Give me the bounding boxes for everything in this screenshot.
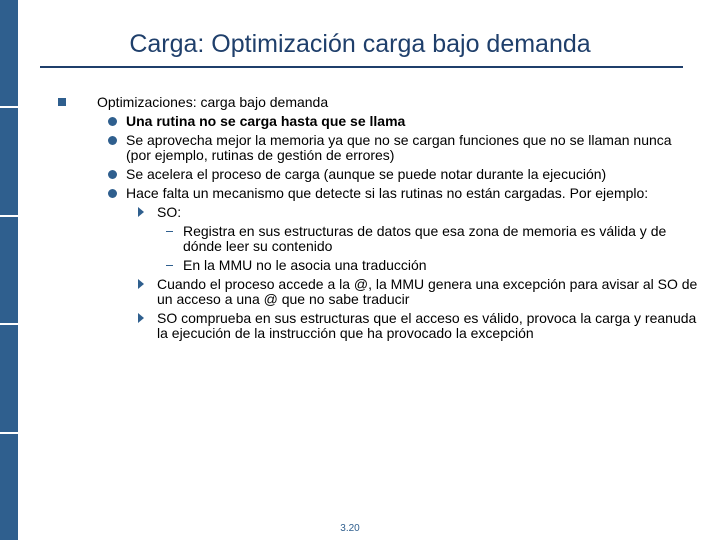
slide-title: Carga: Optimización carga bajo demanda (129, 30, 591, 58)
bullet-level3-text: Cuando el proceso accede a la @, la MMU genera una excepción para avisar al SO de un acceso a una @ que no sabe traducir (157, 276, 698, 307)
page-number: 3.20 (340, 523, 360, 534)
bullet-level3-text: SO: (157, 204, 182, 220)
round-bullet-icon (108, 189, 117, 198)
bullet-level2 (40, 167, 700, 182)
round-bullet-icon (108, 117, 117, 126)
sidebar-segment (0, 0, 18, 108)
bullet-level2-text: Una rutina no se carga hasta que se llama (126, 113, 406, 129)
triangle-bullet-icon (138, 279, 144, 289)
title-underline (40, 66, 683, 68)
bullet-level2-text: Hace falta un mecanismo que detecte si las rutinas no están cargadas. Por ejemplo: (126, 185, 649, 201)
bullet-level2 (40, 186, 700, 201)
round-bullet-icon (108, 170, 117, 179)
bullet-level1-prefix: Optimizaciones: (97, 94, 201, 110)
bullet-level3 (40, 277, 700, 307)
slide-content (40, 95, 700, 341)
triangle-bullet-icon (138, 313, 144, 323)
bullet-level4-text: En la MMU no le asocia una traducción (183, 257, 427, 273)
bullet-level2-text: Se aprovecha mejor la memoria ya que no se cargan funciones que no se llaman nunca (por ejemplo, rutinas de gestión de errores) (126, 132, 672, 163)
sidebar-segment (0, 108, 18, 216)
bullet-level4-text: Registra en sus estructuras de datos que esa zona de memoria es válida y de dónde leer su contenido (183, 223, 667, 254)
bullet-level1 (40, 95, 700, 110)
bullet-level2-text: Se acelera el proceso de carga (aunque se puede notar durante la ejecución) (126, 166, 607, 182)
left-sidebar-bar (0, 0, 18, 540)
square-bullet-icon (58, 98, 66, 106)
dash-bullet-icon (166, 265, 173, 266)
dash-bullet-icon (166, 231, 173, 232)
triangle-bullet-icon (138, 207, 144, 217)
bullet-level2 (40, 114, 700, 129)
bullet-level3 (40, 205, 700, 220)
bullet-level2 (40, 133, 700, 163)
bullet-level1-emphasis: carga bajo demanda (200, 94, 329, 110)
bullet-level3-text: SO comprueba en sus estructuras que el acceso es válido, provoca la carga y reanuda la ejecución de la instrucción que ha provocado la excepción (157, 310, 697, 341)
sidebar-segment (0, 434, 18, 540)
bullet-level3 (40, 311, 700, 341)
sidebar-segment (0, 217, 18, 325)
round-bullet-icon (108, 136, 117, 145)
sidebar-segment (0, 325, 18, 433)
bullet-level4 (40, 258, 700, 273)
bullet-level4 (40, 224, 700, 254)
